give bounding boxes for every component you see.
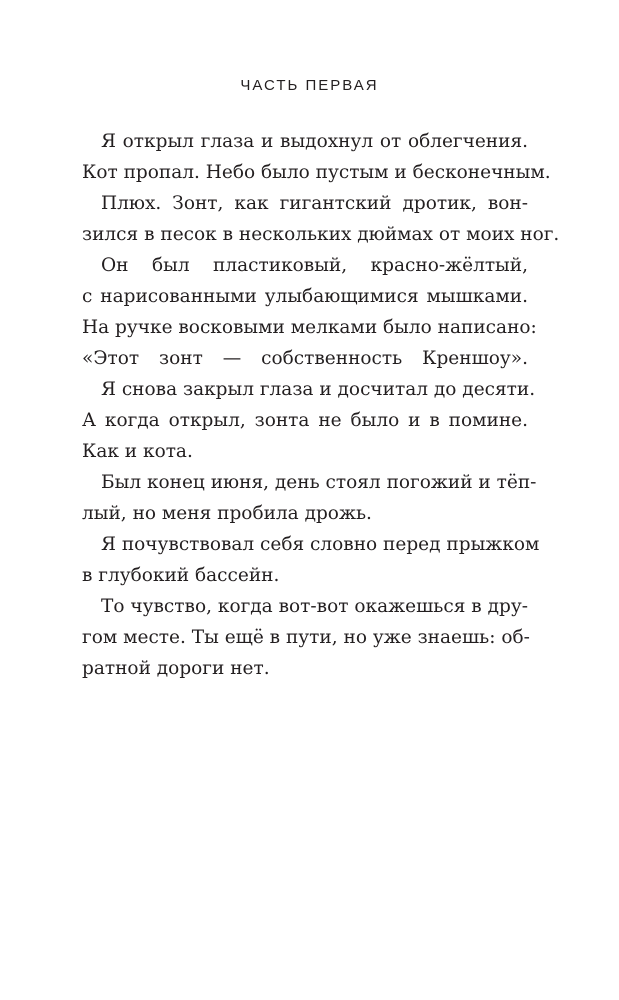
- text-line: Я снова закрыл глаза и досчитал до десяти.: [101, 379, 536, 400]
- text-line: Был конец июня, день стоял погожий и тёп-: [101, 472, 537, 493]
- text-line: ратной дороги нет.: [82, 658, 270, 679]
- text-line: Кот пропал. Небо было пустым и бесконечным.: [82, 162, 551, 183]
- text-line: «Этот зонт — собственность Креншоу».: [82, 348, 528, 369]
- text-line: зился в песок в нескольких дюймах от моих ног.: [82, 224, 560, 245]
- text-line: А когда открыл, зонта не было и в помине.: [82, 410, 528, 431]
- text-line: лый, но меня пробила дрожь.: [82, 503, 372, 524]
- text-line: гом месте. Ты ещё в пути, но уже знаешь: об-: [82, 627, 530, 648]
- text-line: Он был пластиковый, красно-жёлтый,: [101, 255, 528, 276]
- text-line: Плюх. Зонт, как гигантский дротик, вон-: [101, 193, 528, 214]
- text-line: Я почувствовал себя словно перед прыжком: [101, 534, 540, 555]
- text-line: с нарисованными улыбающимися мышками.: [82, 286, 528, 307]
- body-text: [82, 126, 560, 684]
- text-line: На ручке восковыми мелками было написано:: [82, 317, 537, 338]
- running-head: ЧАСТЬ ПЕРВАЯ: [240, 77, 379, 94]
- text-line: в глубокий бассейн.: [82, 565, 280, 586]
- text-line: Я открыл глаза и выдохнул от облегчения.: [101, 131, 528, 152]
- text-line: То чувство, когда вот-вот окажешься в дру-: [101, 596, 528, 617]
- text-line: Как и кота.: [82, 441, 193, 462]
